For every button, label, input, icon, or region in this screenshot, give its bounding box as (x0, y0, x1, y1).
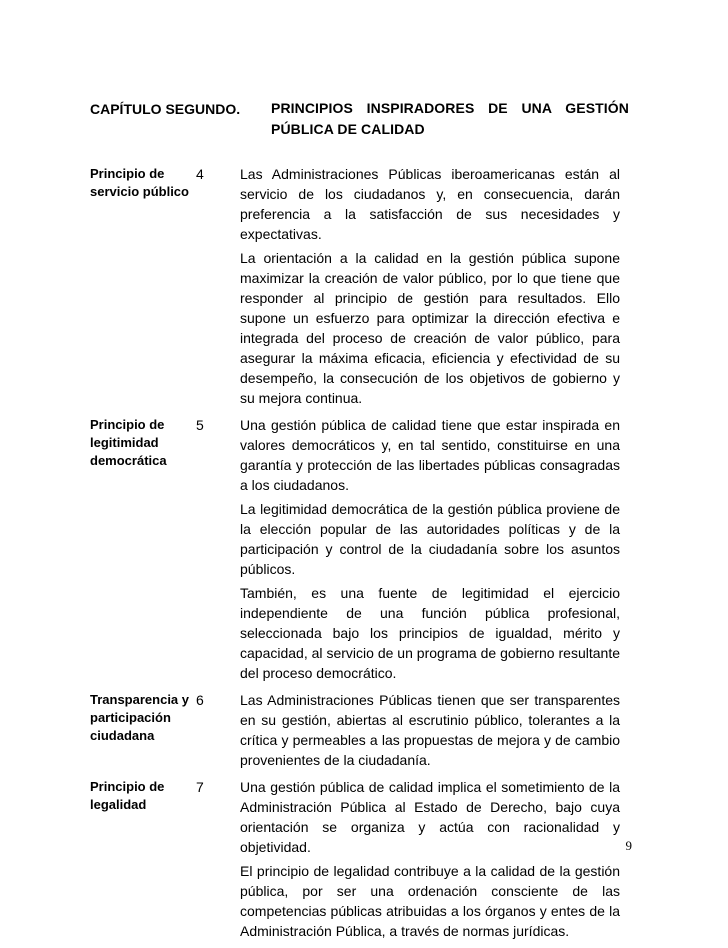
principles-list (90, 164, 630, 948)
principle-number: 4 (196, 166, 204, 182)
principle-paragraph: Las Administraciones Públicas iberoamericanas están al servicio de los ciudadanos y, en consecuencia, darán preferencia a la satisfacción de sus necesidades y expectativas. (240, 166, 620, 242)
principle-name: Transparencia y participación ciudadana (90, 692, 189, 743)
principle-paragraph: También, es una fuente de legitimidad el ejercicio independiente de una función pública profesional, seleccionada bajo los principios de igualdad, mérito y capacidad, al servicio de un programa de gobierno resultante del proceso democrático. (240, 585, 620, 681)
principle-number: 5 (196, 417, 204, 433)
principle-paragraph: Una gestión pública de calidad tiene que estar inspirada en valores democráticos y, en tal sentido, constituirse en una garantía y protección de las libertades públicas consagradas a los ciudadanos. (240, 417, 620, 493)
principle-text (240, 164, 620, 408)
principle-row (90, 690, 630, 770)
principle-row (90, 164, 630, 408)
principle-paragraph: El principio de legalidad contribuye a la calidad de la gestión pública, por ser una ordenación consciente de las competencias públicas atribuidas a los órganos y entes de la Administración Pública, a través de normas jurídicas. (240, 863, 620, 939)
principle-name: Principio de servicio público (90, 166, 189, 199)
principle-text (240, 777, 620, 941)
principle-paragraph: La orientación a la calidad en la gestión pública supone maximizar la creación de valor público, por lo que tiene que responder al principio de gestión para resultados. Ello supone un esfuerzo para optimizar la dirección efectiva e integrada del proceso de creación de valor público, para asegurar la máxima eficacia, eficiencia y efectividad de su desempeño, la consecución de los objetivos de gobierno y su mejora continua. (240, 250, 620, 406)
principle-paragraph: La legitimidad democrática de la gestión pública proviene de la elección popular de las autoridades políticas y de la participación y control de la ciudadanía sobre los asuntos públicos. (240, 501, 620, 577)
principle-row (90, 415, 630, 683)
principle-paragraph: Una gestión pública de calidad implica el sometimiento de la Administración Pública al Estado de Derecho, bajo cuya orientación se organiza y actúa con racionalidad y objetividad. (240, 779, 620, 855)
principle-number: 7 (196, 779, 204, 795)
principle-row (90, 777, 630, 941)
principle-text (240, 415, 620, 683)
principle-name: Principio de legalidad (90, 779, 165, 812)
principle-paragraph: Las Administraciones Públicas tienen que ser transparentes en su gestión, abiertas al escrutinio público, tolerantes a la crítica y permeables a las propuestas de mejora y de cambio provenientes de la ciudadanía. (240, 692, 620, 768)
principle-text (240, 690, 620, 770)
chapter-title: PRINCIPIOS INSPIRADORES DE UNA GESTIÓN PÚBLICA DE CALIDAD (271, 100, 629, 137)
principle-name: Principio de legitimidad democrática (90, 417, 167, 468)
chapter-label: CAPÍTULO SEGUNDO. (90, 101, 241, 117)
page-number: 9 (625, 838, 632, 853)
principle-number: 6 (196, 692, 204, 708)
